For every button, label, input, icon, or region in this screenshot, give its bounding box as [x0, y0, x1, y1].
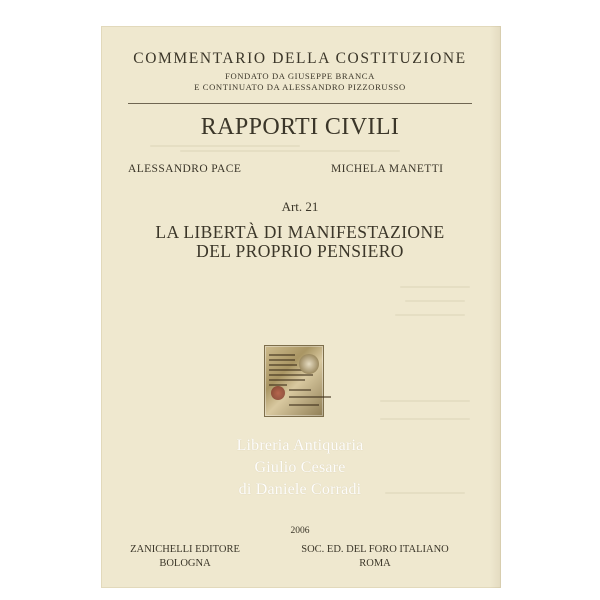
continuator-line: E CONTINUATO DA ALESSANDRO PIZZORUSSO: [194, 82, 406, 92]
title-page: [101, 26, 501, 588]
show-through-line: [405, 300, 465, 302]
watermark-line-1: Libreria Antiquaria: [236, 437, 364, 454]
publisher-right-city: ROMA: [359, 558, 391, 569]
book-title: RAPPORTI CIVILI: [200, 114, 400, 140]
publisher-right-name: SOC. ED. DEL FORO ITALIANO: [301, 544, 449, 555]
sticker-text-line: [269, 364, 297, 366]
show-through-line: [395, 314, 465, 316]
publisher-left-name: ZANICHELLI EDITORE: [130, 544, 240, 555]
author-2: MICHELA MANETTI: [331, 163, 444, 175]
show-through-line: [380, 418, 470, 420]
series-title: COMMENTARIO DELLA COSTITUZIONE: [133, 50, 467, 67]
show-through-line: [380, 400, 470, 402]
show-through-line: [400, 286, 470, 288]
hologram-seal-icon: [299, 354, 319, 374]
watermark-line-3: di Daniele Corradi: [238, 481, 362, 498]
sticker-text-line: [289, 389, 311, 391]
article-subtitle-line-1: LA LIBERTÀ DI MANIFESTAZIONE: [155, 222, 445, 242]
article-number: Art. 21: [281, 199, 319, 214]
sticker-text-line: [269, 354, 295, 356]
author-1: ALESSANDRO PACE: [128, 163, 242, 175]
header-rule: [128, 103, 472, 104]
hologram-sticker: [264, 345, 324, 417]
article-subtitle-line-2: DEL PROPRIO PENSIERO: [196, 241, 404, 261]
sticker-text-line: [269, 359, 295, 361]
sticker-text-line: [269, 374, 313, 376]
show-through-line: [180, 150, 400, 152]
show-through-line: [150, 145, 300, 147]
page-gutter-shadow: [490, 26, 501, 588]
publisher-left-city: BOLOGNA: [159, 558, 211, 569]
publication-year: 2006: [290, 526, 310, 536]
sticker-text-line: [269, 379, 305, 381]
sticker-text-line: [289, 404, 319, 406]
founder-line: FONDATO DA GIUSEPPE BRANCA: [225, 71, 375, 81]
sticker-text-line: [289, 396, 331, 398]
stamp-seal-icon: [271, 386, 285, 400]
watermark-line-2: Giulio Cesare: [254, 459, 346, 476]
